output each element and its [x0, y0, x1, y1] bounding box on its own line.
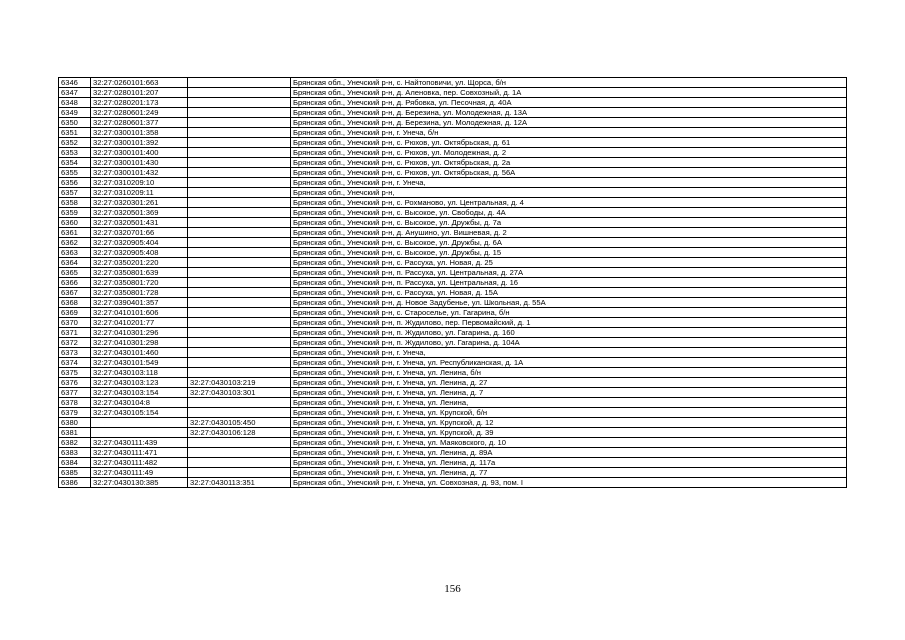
table-row — [59, 318, 847, 328]
table-row — [59, 128, 847, 138]
table-row — [59, 458, 847, 468]
table-row — [59, 258, 847, 268]
row-number-cell: 6353 — [59, 148, 91, 158]
row-number-cell: 6362 — [59, 238, 91, 248]
row-number-cell: 6382 — [59, 438, 91, 448]
secondary-cadastral-number-cell — [188, 98, 291, 108]
address-cell: Брянская обл., Унечский р-н, д. Рябовка, ул. Песочная, д. 40А — [291, 98, 847, 108]
cadastral-number-cell: 32:27:0430111:439 — [91, 438, 188, 448]
row-number-cell: 6386 — [59, 478, 91, 488]
cadastral-number-cell: 32:27:0430111:471 — [91, 448, 188, 458]
table-row — [59, 298, 847, 308]
address-cell: Брянская обл., Унечский р-н, с. Найтоповичи, ул. Щорса, б/н — [291, 78, 847, 88]
secondary-cadastral-number-cell — [188, 288, 291, 298]
address-cell: Брянская обл., Унечский р-н, г. Унеча, б/н — [291, 128, 847, 138]
row-number-cell: 6376 — [59, 378, 91, 388]
cadastral-number-cell: 32:27:0300101:392 — [91, 138, 188, 148]
cadastral-number-cell: 32:27:0280201:173 — [91, 98, 188, 108]
secondary-cadastral-number-cell: 32:27:0430103:301 — [188, 388, 291, 398]
row-number-cell: 6349 — [59, 108, 91, 118]
table-row — [59, 228, 847, 238]
row-number-cell: 6358 — [59, 198, 91, 208]
cadastral-number-cell: 32:27:0320701:66 — [91, 228, 188, 238]
row-number-cell: 6367 — [59, 288, 91, 298]
address-cell: Брянская обл., Унечский р-н, с. Рюхов, ул. Октябрьская, д. 56А — [291, 168, 847, 178]
secondary-cadastral-number-cell — [188, 368, 291, 378]
table-row — [59, 78, 847, 88]
cadastral-number-cell — [91, 428, 188, 438]
address-cell: Брянская обл., Унечский р-н, д. Аленовка, пер. Совхозный, д. 1А — [291, 88, 847, 98]
row-number-cell: 6384 — [59, 458, 91, 468]
address-cell: Брянская обл., Унечский р-н, с. Высокое, ул. Дружбы, д. 15 — [291, 248, 847, 258]
cadastral-number-cell: 32:27:0320905:404 — [91, 238, 188, 248]
cadastral-number-cell: 32:27:0410301:298 — [91, 338, 188, 348]
address-cell: Брянская обл., Унечский р-н, г. Унеча, ул. Маяковского, д. 10 — [291, 438, 847, 448]
cadastral-number-cell: 32:27:0430105:154 — [91, 408, 188, 418]
cadastral-number-cell: 32:27:0260101:663 — [91, 78, 188, 88]
table-row — [59, 428, 847, 438]
address-cell: Брянская обл., Унечский р-н, с. Высокое, ул. Свободы, д. 4А — [291, 208, 847, 218]
address-cell: Брянская обл., Унечский р-н, д. Березина, ул. Молодежная, д. 13А — [291, 108, 847, 118]
table-row — [59, 368, 847, 378]
table-row — [59, 478, 847, 488]
table-row — [59, 188, 847, 198]
row-number-cell: 6350 — [59, 118, 91, 128]
table-row — [59, 438, 847, 448]
cadastral-number-cell: 32:27:0430111:482 — [91, 458, 188, 468]
table-row — [59, 328, 847, 338]
address-cell: Брянская обл., Унечский р-н, д. Новое Задубенье, ул. Школьная, д. 55А — [291, 298, 847, 308]
table-row — [59, 418, 847, 428]
row-number-cell: 6361 — [59, 228, 91, 238]
address-cell: Брянская обл., Унечский р-н, п. Жудилово, пер. Первомайский, д. 1 — [291, 318, 847, 328]
table-row — [59, 388, 847, 398]
cadastral-number-cell: 32:27:0350201:220 — [91, 258, 188, 268]
cadastral-number-cell: 32:27:0430130:385 — [91, 478, 188, 488]
row-number-cell: 6373 — [59, 348, 91, 358]
address-cell: Брянская обл., Унечский р-н, г. Унеча, ул. Ленина, — [291, 398, 847, 408]
row-number-cell: 6346 — [59, 78, 91, 88]
register-table-body — [59, 78, 847, 488]
table-row — [59, 308, 847, 318]
address-cell: Брянская обл., Унечский р-н, с. Рюхов, ул. Молодежная, д. 2 — [291, 148, 847, 158]
secondary-cadastral-number-cell — [188, 178, 291, 188]
secondary-cadastral-number-cell — [188, 348, 291, 358]
cadastral-number-cell: 32:27:0410301:296 — [91, 328, 188, 338]
secondary-cadastral-number-cell — [188, 338, 291, 348]
cadastral-number-cell: 32:27:0320501:431 — [91, 218, 188, 228]
table-row — [59, 358, 847, 368]
table-row — [59, 468, 847, 478]
cadastral-number-cell: 32:27:0410101:606 — [91, 308, 188, 318]
secondary-cadastral-number-cell — [188, 238, 291, 248]
cadastral-number-cell: 32:27:0280601:377 — [91, 118, 188, 128]
cadastral-number-cell: 32:27:0430111:49 — [91, 468, 188, 478]
row-number-cell: 6379 — [59, 408, 91, 418]
row-number-cell: 6365 — [59, 268, 91, 278]
register-table — [58, 77, 847, 488]
row-number-cell: 6351 — [59, 128, 91, 138]
table-row — [59, 348, 847, 358]
secondary-cadastral-number-cell — [188, 258, 291, 268]
secondary-cadastral-number-cell — [188, 468, 291, 478]
secondary-cadastral-number-cell — [188, 78, 291, 88]
cadastral-number-cell: 32:27:0430103:154 — [91, 388, 188, 398]
row-number-cell: 6347 — [59, 88, 91, 98]
secondary-cadastral-number-cell — [188, 158, 291, 168]
cadastral-number-cell: 32:27:0350801:728 — [91, 288, 188, 298]
address-cell: Брянская обл., Унечский р-н, г. Унеча, ул. Ленина, д. 7 — [291, 388, 847, 398]
cadastral-number-cell: 32:27:0300101:358 — [91, 128, 188, 138]
secondary-cadastral-number-cell — [188, 448, 291, 458]
address-cell: Брянская обл., Унечский р-н, д. Анушино, ул. Вишневая, д. 2 — [291, 228, 847, 238]
table-row — [59, 268, 847, 278]
secondary-cadastral-number-cell — [188, 248, 291, 258]
secondary-cadastral-number-cell — [188, 328, 291, 338]
secondary-cadastral-number-cell — [188, 458, 291, 468]
table-row — [59, 208, 847, 218]
secondary-cadastral-number-cell — [188, 108, 291, 118]
address-cell: Брянская обл., Унечский р-н, г. Унеча, ул. Крупской, б/н — [291, 408, 847, 418]
address-cell: Брянская обл., Унечский р-н, п. Жудилово, ул. Гагарина, д. 160 — [291, 328, 847, 338]
cadastral-number-cell: 32:27:0320905:408 — [91, 248, 188, 258]
row-number-cell: 6363 — [59, 248, 91, 258]
row-number-cell: 6354 — [59, 158, 91, 168]
cadastral-number-cell: 32:27:0320501:369 — [91, 208, 188, 218]
address-cell: Брянская обл., Унечский р-н, п. Рассуха, ул. Центральная, д. 27А — [291, 268, 847, 278]
address-cell: Брянская обл., Унечский р-н, г. Унеча, ул. Ленина, д. 27 — [291, 378, 847, 388]
cadastral-number-cell: 32:27:0300101:400 — [91, 148, 188, 158]
row-number-cell: 6381 — [59, 428, 91, 438]
table-row — [59, 198, 847, 208]
row-number-cell: 6374 — [59, 358, 91, 368]
cadastral-number-cell — [91, 418, 188, 428]
secondary-cadastral-number-cell — [188, 398, 291, 408]
row-number-cell: 6378 — [59, 398, 91, 408]
address-cell: Брянская обл., Унечский р-н, г. Унеча, ул. Ленина, д. 89А — [291, 448, 847, 458]
cadastral-number-cell: 32:27:0430103:123 — [91, 378, 188, 388]
address-cell: Брянская обл., Унечский р-н, с. Старосельe, ул. Гагарина, б/н — [291, 308, 847, 318]
cadastral-number-cell: 32:27:0390401:357 — [91, 298, 188, 308]
table-row — [59, 98, 847, 108]
table-row — [59, 288, 847, 298]
secondary-cadastral-number-cell — [188, 358, 291, 368]
cadastral-number-cell: 32:27:0300101:430 — [91, 158, 188, 168]
address-cell: Брянская обл., Унечский р-н, с. Высокое, ул. Дружбы, д. 7а — [291, 218, 847, 228]
table-row — [59, 378, 847, 388]
address-cell: Брянская обл., Унечский р-н, — [291, 188, 847, 198]
table-row — [59, 138, 847, 148]
cadastral-number-cell: 32:27:0430101:549 — [91, 358, 188, 368]
row-number-cell: 6377 — [59, 388, 91, 398]
row-number-cell: 6364 — [59, 258, 91, 268]
row-number-cell: 6348 — [59, 98, 91, 108]
cadastral-number-cell: 32:27:0310209:10 — [91, 178, 188, 188]
address-cell: Брянская обл., Унечский р-н, п. Рассуха, ул. Центральная, д. 16 — [291, 278, 847, 288]
cadastral-number-cell: 32:27:0430103:118 — [91, 368, 188, 378]
secondary-cadastral-number-cell — [188, 268, 291, 278]
cadastral-number-cell: 32:27:0320301:261 — [91, 198, 188, 208]
secondary-cadastral-number-cell — [188, 408, 291, 418]
table-row — [59, 88, 847, 98]
cadastral-number-cell: 32:27:0310209:11 — [91, 188, 188, 198]
table-row — [59, 448, 847, 458]
row-number-cell: 6380 — [59, 418, 91, 428]
row-number-cell: 6360 — [59, 218, 91, 228]
row-number-cell: 6385 — [59, 468, 91, 478]
secondary-cadastral-number-cell: 32:27:0430105:450 — [188, 418, 291, 428]
row-number-cell: 6370 — [59, 318, 91, 328]
secondary-cadastral-number-cell — [188, 208, 291, 218]
address-cell: Брянская обл., Унечский р-н, с. Высокое, ул. Дружбы, д. 6А — [291, 238, 847, 248]
cadastral-number-cell: 32:27:0430101:460 — [91, 348, 188, 358]
secondary-cadastral-number-cell — [188, 188, 291, 198]
secondary-cadastral-number-cell — [188, 198, 291, 208]
address-cell: Брянская обл., Унечский р-н, г. Унеча, ул. Крупской, д. 39 — [291, 428, 847, 438]
document-page — [58, 77, 847, 488]
address-cell: Брянская обл., Унечский р-н, г. Унеча, ул. Совхозная, д. 93, пом. I — [291, 478, 847, 488]
secondary-cadastral-number-cell — [188, 88, 291, 98]
row-number-cell: 6375 — [59, 368, 91, 378]
cadastral-number-cell: 32:27:0410201:77 — [91, 318, 188, 328]
row-number-cell: 6352 — [59, 138, 91, 148]
row-number-cell: 6366 — [59, 278, 91, 288]
address-cell: Брянская обл., Унечский р-н, г. Унеча, ул. Ленина, д. 77 — [291, 468, 847, 478]
table-row — [59, 178, 847, 188]
address-cell: Брянская обл., Унечский р-н, г. Унеча, ул. Республиканская, д. 1А — [291, 358, 847, 368]
address-cell: Брянская обл., Унечский р-н, д. Березина, ул. Молодежная, д. 12А — [291, 118, 847, 128]
address-cell: Брянская обл., Унечский р-н, г. Унеча, — [291, 348, 847, 358]
table-row — [59, 278, 847, 288]
table-row — [59, 108, 847, 118]
row-number-cell: 6369 — [59, 308, 91, 318]
table-row — [59, 338, 847, 348]
row-number-cell: 6359 — [59, 208, 91, 218]
table-row — [59, 238, 847, 248]
secondary-cadastral-number-cell — [188, 278, 291, 288]
secondary-cadastral-number-cell — [188, 438, 291, 448]
row-number-cell: 6371 — [59, 328, 91, 338]
cadastral-number-cell: 32:27:0300101:432 — [91, 168, 188, 178]
table-row — [59, 408, 847, 418]
secondary-cadastral-number-cell — [188, 148, 291, 158]
address-cell: Брянская обл., Унечский р-н, с. Рассуха, ул. Новая, д. 15А — [291, 288, 847, 298]
secondary-cadastral-number-cell: 32:27:0430106:128 — [188, 428, 291, 438]
secondary-cadastral-number-cell — [188, 298, 291, 308]
address-cell: Брянская обл., Унечский р-н, с. Рюхов, ул. Октябрьская, д. 2а — [291, 158, 847, 168]
address-cell: Брянская обл., Унечский р-н, с. Рюхов, ул. Октябрьская, д. 61 — [291, 138, 847, 148]
row-number-cell: 6368 — [59, 298, 91, 308]
table-row — [59, 248, 847, 258]
secondary-cadastral-number-cell — [188, 218, 291, 228]
secondary-cadastral-number-cell — [188, 308, 291, 318]
cadastral-number-cell: 32:27:0430104:8 — [91, 398, 188, 408]
row-number-cell: 6383 — [59, 448, 91, 458]
row-number-cell: 6356 — [59, 178, 91, 188]
row-number-cell: 6372 — [59, 338, 91, 348]
row-number-cell: 6355 — [59, 168, 91, 178]
page-number: 156 — [444, 583, 461, 595]
secondary-cadastral-number-cell — [188, 168, 291, 178]
address-cell: Брянская обл., Унечский р-н, г. Унеча, ул. Ленина, д. 117а — [291, 458, 847, 468]
secondary-cadastral-number-cell — [188, 118, 291, 128]
address-cell: Брянская обл., Унечский р-н, г. Унеча, ул. Крупской, д. 12 — [291, 418, 847, 428]
secondary-cadastral-number-cell — [188, 138, 291, 148]
table-row — [59, 218, 847, 228]
table-row — [59, 398, 847, 408]
table-row — [59, 168, 847, 178]
row-number-cell: 6357 — [59, 188, 91, 198]
secondary-cadastral-number-cell: 32:27:0430113:351 — [188, 478, 291, 488]
secondary-cadastral-number-cell — [188, 128, 291, 138]
cadastral-number-cell: 32:27:0350801:720 — [91, 278, 188, 288]
address-cell: Брянская обл., Унечский р-н, с. Рассуха, ул. Новая, д. 25 — [291, 258, 847, 268]
address-cell: Брянская обл., Унечский р-н, г. Унеча, — [291, 178, 847, 188]
address-cell: Брянская обл., Унечский р-н, г. Унеча, ул. Ленина, б/н — [291, 368, 847, 378]
secondary-cadastral-number-cell — [188, 318, 291, 328]
table-row — [59, 158, 847, 168]
secondary-cadastral-number-cell — [188, 228, 291, 238]
address-cell: Брянская обл., Унечский р-н, с. Рохманово, ул. Центральная, д. 4 — [291, 198, 847, 208]
cadastral-number-cell: 32:27:0280601:249 — [91, 108, 188, 118]
table-row — [59, 118, 847, 128]
cadastral-number-cell: 32:27:0350801:639 — [91, 268, 188, 278]
table-row — [59, 148, 847, 158]
address-cell: Брянская обл., Унечский р-н, п. Жудилово, ул. Гагарина, д. 104А — [291, 338, 847, 348]
cadastral-number-cell: 32:27:0280101:207 — [91, 88, 188, 98]
secondary-cadastral-number-cell: 32:27:0430103:219 — [188, 378, 291, 388]
